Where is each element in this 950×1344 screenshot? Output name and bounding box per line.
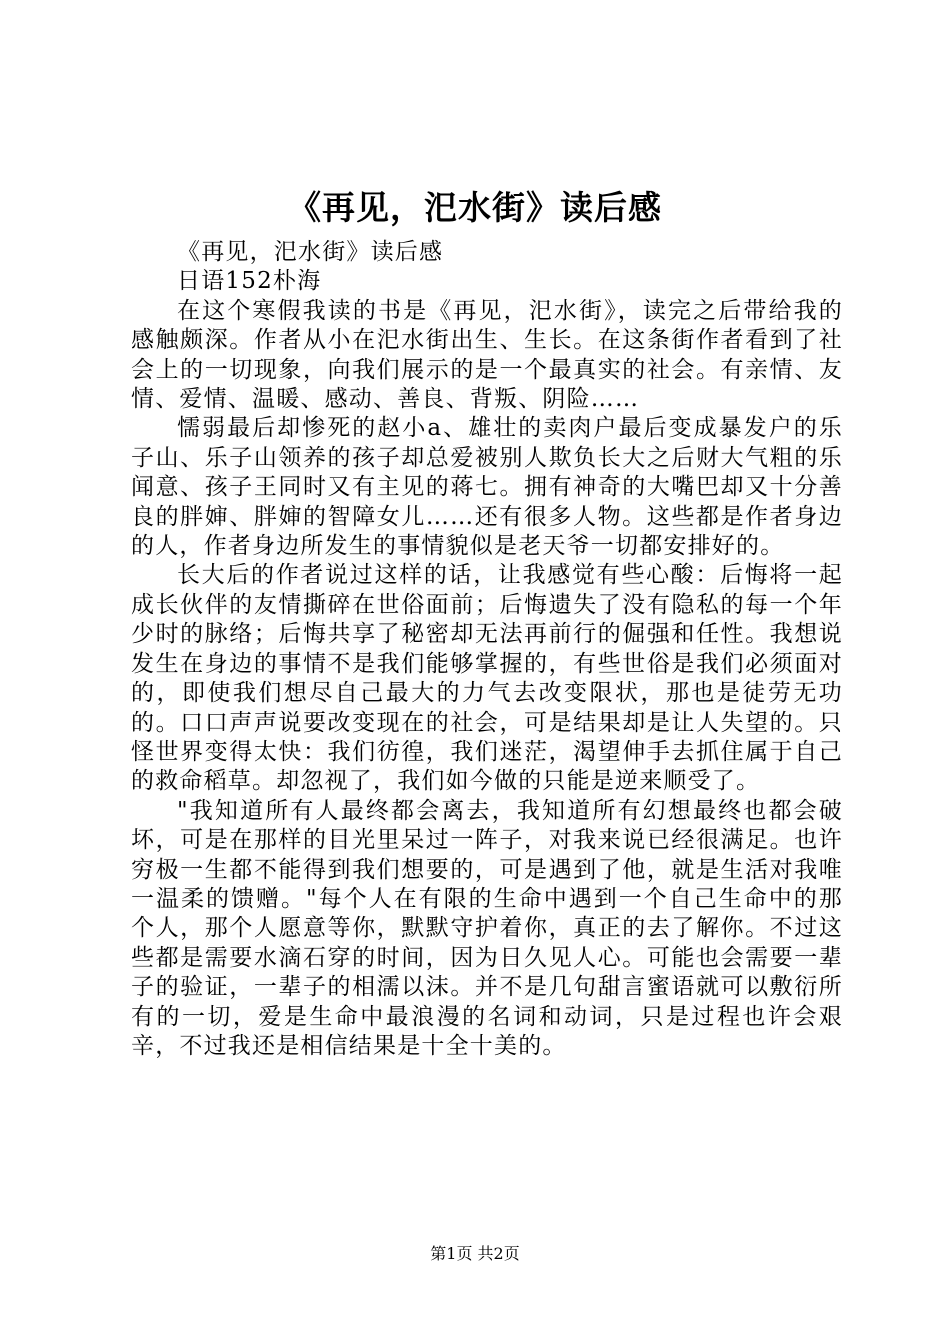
subtitle-line: 《再见，汜水街》读后感: [177, 239, 444, 265]
paragraph: 在这个寒假我读的书是《再见，汜水街》，读完之后带给我的感触颇深。作者从小在汜水街出生、生长。在这条街作者看到了社会上的一切现象，向我们展示的是一个最真实的社会。有亲情、友情、爱情、温暖、感动、善良、背叛、阴险……: [131, 297, 843, 413]
paragraph: "我知道所有人最终都会离去，我知道所有幻想最终也都会破坏，可是在那样的目光里呆过一阵子，对我来说已经很满足。也许穷极一生都不能得到我们想要的，可是遇到了他，就是生活对我唯一温柔的馈赠。"每个人在有限的生命中遇到一个自己生命中的那个人，那个人愿意等你，默默守护着你，真正的去了解你。不过这些都是需要水滴石穿的时间，因为日久见人心。可能也会需要一辈子的验证，一辈子的相濡以沫。并不是几句甜言蜜语就可以敷衍所有的一切，爱是生命中最浪漫的名词和动词，只是过程也许会艰辛，不过我还是相信结果是十全十美的。: [131, 797, 843, 1059]
document-body: [131, 238, 843, 1061]
author-line: 日语152朴海: [177, 268, 322, 295]
paragraph: 长大后的作者说过这样的话，让我感觉有些心酸：后悔将一起成长伙伴的友情撕碎在世俗面前；后悔遗失了没有隐私的每一个年少时的脉络；后悔共享了秘密却无法再前行的倔强和任性。我想说发生在身边的事情不是我们能够掌握的，有些世俗是我们必须面对的，即使我们想尽自己最大的力气去改变限状，那也是徒劳无功的。口口声声说要改变现在的社会，可是结果却是让人失望的。只怪世界变得太快：我们彷徨，我们迷茫，渴望伸手去抓住属于自己的救命稻草。却忽视了，我们如今做的只能是逆来顺受了。: [131, 562, 843, 795]
page-footer: 第1页 共2页: [430, 1244, 520, 1263]
paragraph: 懦弱最后却惨死的赵小a、雄壮的卖肉户最后变成暴发户的乐子山、乐子山领养的孩子却总爱被别人欺负长大之后财大气粗的乐闻意、孩子王同时又有主见的蒋七。拥有神奇的大嘴巴却又十分善良的胖婶、胖婶的智障女儿……还有很多人物。这些都是作者身边的人，作者身边所发生的事情貌似是老天爷一切都安排好的。: [131, 415, 843, 560]
document-title: 《再见，汜水街》读后感: [288, 188, 662, 227]
